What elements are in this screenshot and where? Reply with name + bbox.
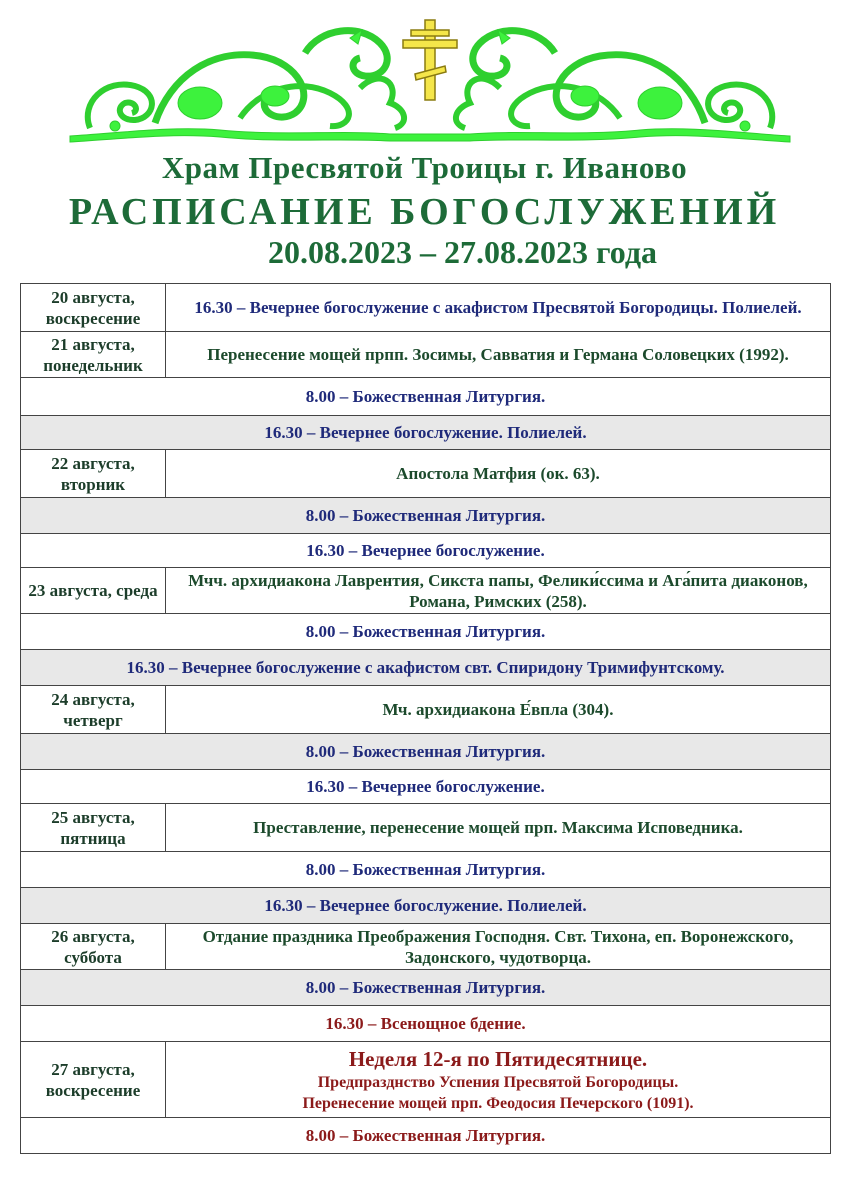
table-row (21, 970, 831, 1006)
feast-cell: Преставление, перенесение мощей прп. Максима Исповедника. (166, 804, 831, 852)
ornament-header (60, 8, 800, 158)
table-row (21, 686, 831, 734)
table-row (21, 1006, 831, 1042)
table-row (21, 284, 831, 332)
service-cell: 16.30 – Вечернее богослужение. Полиелей. (21, 416, 831, 450)
service-cell: 8.00 – Божественная Литургия. (21, 1118, 831, 1154)
service-cell: 16.30 – Вечернее богослужение. (21, 534, 831, 568)
page-title: РАСПИСАНИЕ БОГОСЛУЖЕНИЙ (68, 191, 781, 233)
table-row (21, 924, 831, 970)
table-row (21, 888, 831, 924)
day-cell: 22 августа, вторник (21, 450, 166, 498)
table-row (21, 332, 831, 378)
feast-cell: Мч. архидиакона Е́впла (304). (166, 686, 831, 734)
feast-cell: Мчч. архидиакона Лаврентия, Сикста папы, Фелики́ссима и Ага́пита диаконов, Романа, Римских (258). (166, 568, 831, 614)
table-row (21, 1118, 831, 1154)
table-row (21, 498, 831, 534)
day-cell: 26 августа, суббота (21, 924, 166, 970)
feast-line: Перенесение мощей прп. Феодосия Печерского (1091). (302, 1094, 694, 1112)
table-row (21, 416, 831, 450)
table-row (21, 734, 831, 770)
service-cell: 8.00 – Божественная Литургия. (21, 498, 831, 534)
table-row (21, 1042, 831, 1118)
table-row (21, 852, 831, 888)
church-name: Храм Пресвятой Троицы г. Иваново (161, 150, 688, 185)
feast-cell: Отдание праздника Преображения Господня. Свт. Тихона, еп. Воронежского, Задонского, чудотворца. (166, 924, 831, 970)
schedule-table (20, 283, 831, 1154)
table-row (21, 450, 831, 498)
table-row (21, 568, 831, 614)
feast-cell: Апостола Матфия (ок. 63). (166, 450, 831, 498)
table-row (21, 770, 831, 804)
day-cell: 20 августа, воскресение (21, 284, 166, 332)
date-range: 20.08.2023 – 27.08.2023 года (268, 234, 657, 270)
service-cell: 16.30 – Вечернее богослужение. Полиелей. (21, 888, 831, 924)
table-row (21, 534, 831, 568)
service-cell: 16.30 – Вечернее богослужение с акафистом Пресвятой Богородицы. Полиелей. (166, 284, 831, 332)
table-row (21, 804, 831, 852)
feast-line: Предпразднство Успения Пресвятой Богородицы. (317, 1073, 679, 1091)
table-row (21, 378, 831, 416)
day-cell: 21 августа, понедельник (21, 332, 166, 378)
service-cell: 8.00 – Божественная Литургия. (21, 378, 831, 416)
day-cell: 24 августа, четверг (21, 686, 166, 734)
day-cell: 25 августа, пятница (21, 804, 166, 852)
table-row (21, 614, 831, 650)
service-cell: 16.30 – Вечернее богослужение. (21, 770, 831, 804)
service-cell: 16.30 – Вечернее богослужение с акафистом свт. Спиридону Тримифунтскому. (21, 650, 831, 686)
service-cell: 8.00 – Божественная Литургия. (21, 970, 831, 1006)
day-cell: 23 августа, среда (21, 568, 166, 614)
table-row (21, 650, 831, 686)
service-cell: 8.00 – Божественная Литургия. (21, 734, 831, 770)
sunday-title: Неделя 12-я по Пятидесятнице. (348, 1046, 648, 1071)
day-cell: 27 августа, воскресение (21, 1042, 166, 1118)
service-cell: 8.00 – Божественная Литургия. (21, 614, 831, 650)
feast-cell (166, 1042, 831, 1118)
service-cell: 16.30 – Всенощное бдение. (21, 1006, 831, 1042)
service-cell: 8.00 – Божественная Литургия. (21, 852, 831, 888)
feast-cell: Перенесение мощей прпп. Зосимы, Савватия и Германа Соловецких (1992). (166, 332, 831, 378)
